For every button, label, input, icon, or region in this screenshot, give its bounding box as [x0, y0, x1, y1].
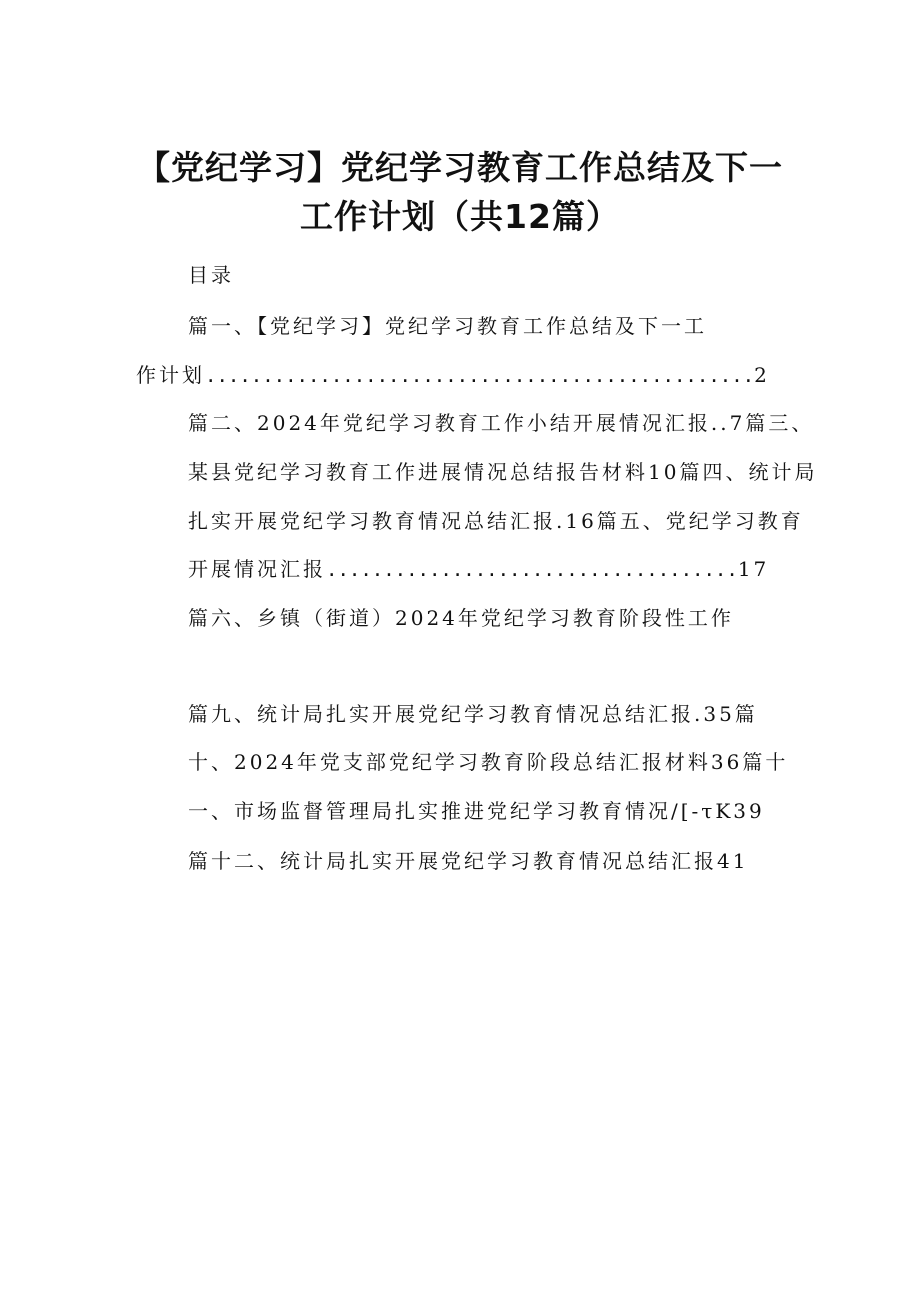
- toc-page-number: 2: [754, 363, 770, 387]
- toc-line-3: 篇二、2024年党纪学习教育工作小结开展情况汇报..7篇三、: [188, 411, 815, 435]
- toc-line-11: 篇十二、统计局扎实开展党纪学习教育情况总结汇报41: [188, 849, 749, 873]
- toc-page-number: 17: [737, 557, 770, 581]
- document-title-line-2: 工作计划（共12篇）: [300, 197, 620, 236]
- toc-entry-text: 作计划: [136, 363, 205, 387]
- toc-line-6: [188, 556, 769, 583]
- toc-line-9: 十、2024年党支部党纪学习教育阶段总结汇报材料36篇十: [188, 750, 789, 774]
- document-title-line-1: 【党纪学习】党纪学习教育工作总结及下一: [137, 148, 783, 187]
- toc-entry-1-line-2: [136, 362, 770, 389]
- toc-dot-leader: ................................................: [205, 365, 755, 387]
- toc-entry-1-line-1: 篇一、【党纪学习】党纪学习教育工作总结及下一工: [188, 314, 707, 338]
- toc-line-10: 一、市场监督管理局扎实推进党纪学习教育情况/[-τK39: [188, 799, 765, 823]
- toc-line-7: 篇六、乡镇（街道）2024年党纪学习教育阶段性工作: [188, 606, 734, 630]
- toc-line-4: 某县党纪学习教育工作进展情况总结报告材料10篇四、统计局: [188, 460, 818, 484]
- toc-entry-text: 开展情况汇报: [188, 557, 326, 581]
- toc-heading: 目录: [188, 263, 234, 287]
- toc-line-5: 扎实开展党纪学习教育情况总结汇报.16篇五、党纪学习教育: [188, 509, 804, 533]
- toc-line-8: 篇九、统计局扎实开展党纪学习教育情况总结汇报.35篇: [188, 702, 758, 726]
- toc-dot-leader: ....................................: [326, 559, 738, 581]
